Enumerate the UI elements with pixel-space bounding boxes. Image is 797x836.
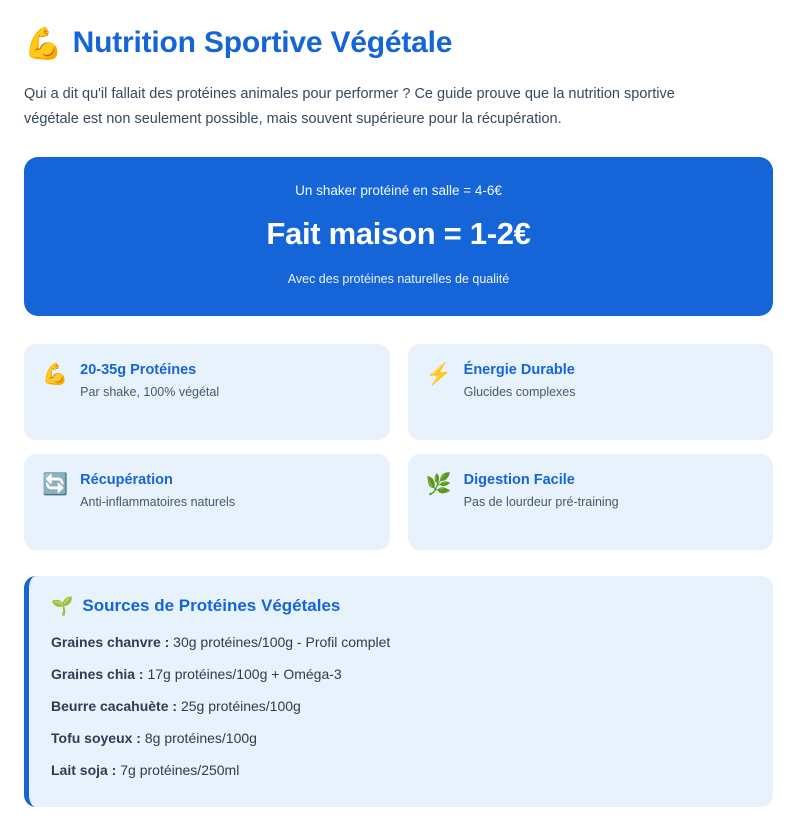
source-value: 8g protéines/100g [144, 729, 257, 746]
feature-grid [24, 344, 773, 550]
banner-headline: Fait maison = 1-2€ [266, 215, 531, 251]
feature-card-title: Énergie Durable [463, 361, 575, 378]
feature-card-energie [408, 344, 774, 440]
source-name: Graines chia : [51, 665, 144, 682]
source-name: Beurre cacahuète : [51, 697, 178, 714]
list-item [51, 632, 751, 653]
feature-card-recuperation [24, 454, 390, 550]
page-title-text: Nutrition Sportive Végétale [72, 26, 453, 59]
banner-sub-label: Avec des protéines naturelles de qualité [287, 271, 510, 286]
source-value: 30g protéines/100g - Profil complet [173, 633, 391, 650]
feature-card-desc: Par shake, 100% végétal [80, 384, 220, 399]
feature-card-desc: Pas de lourdeur pré-training [463, 494, 619, 509]
high-voltage-icon: ⚡ [425, 362, 452, 386]
list-item [51, 696, 751, 717]
feature-card-title: 20-35g Protéines [80, 361, 197, 378]
feature-card-body [80, 362, 219, 399]
protein-sources-title: Sources de Protéines Végétales [82, 595, 341, 615]
feature-card-desc: Glucides complexes [463, 384, 576, 399]
flexed-biceps-icon: 💪 [24, 25, 63, 61]
feature-card-body [464, 362, 576, 399]
list-item [51, 760, 751, 781]
flexed-biceps-icon: 💪 [42, 362, 69, 386]
source-value: 7g protéines/250ml [120, 761, 240, 778]
price-comparison-banner [24, 157, 773, 316]
list-item [51, 664, 751, 685]
herb-icon: 🌿 [425, 472, 452, 496]
page-title [24, 26, 773, 60]
feature-card-proteines [24, 344, 390, 440]
feature-card-title: Digestion Facile [463, 471, 575, 488]
feature-card-title: Récupération [80, 471, 173, 488]
source-name: Graines chanvre : [51, 633, 170, 650]
feature-card-desc: Anti-inflammatoires naturels [80, 494, 236, 509]
source-value: 17g protéines/100g + Oméga-3 [147, 665, 342, 682]
list-item [51, 728, 751, 749]
source-name: Tofu soyeux : [51, 729, 141, 746]
protein-sources-panel [24, 576, 773, 807]
seedling-icon: 🌱 [51, 595, 74, 616]
feature-card-digestion [408, 454, 774, 550]
feature-card-body [464, 472, 619, 509]
source-value: 25g protéines/100g [180, 697, 301, 714]
protein-sources-header [51, 596, 751, 616]
counterclockwise-arrows-icon: 🔄 [42, 472, 69, 496]
intro-paragraph: Qui a dit qu'il fallait des protéines animales pour performer ? Ce guide prouve que la nutrition sportive végétale est non seulement possible, mais souvent supérieure pour la récupération. [24, 86, 675, 128]
source-name: Lait soja : [51, 761, 117, 778]
banner-top-label: Un shaker protéiné en salle = 4-6€ [295, 182, 502, 198]
feature-card-body [80, 472, 235, 509]
